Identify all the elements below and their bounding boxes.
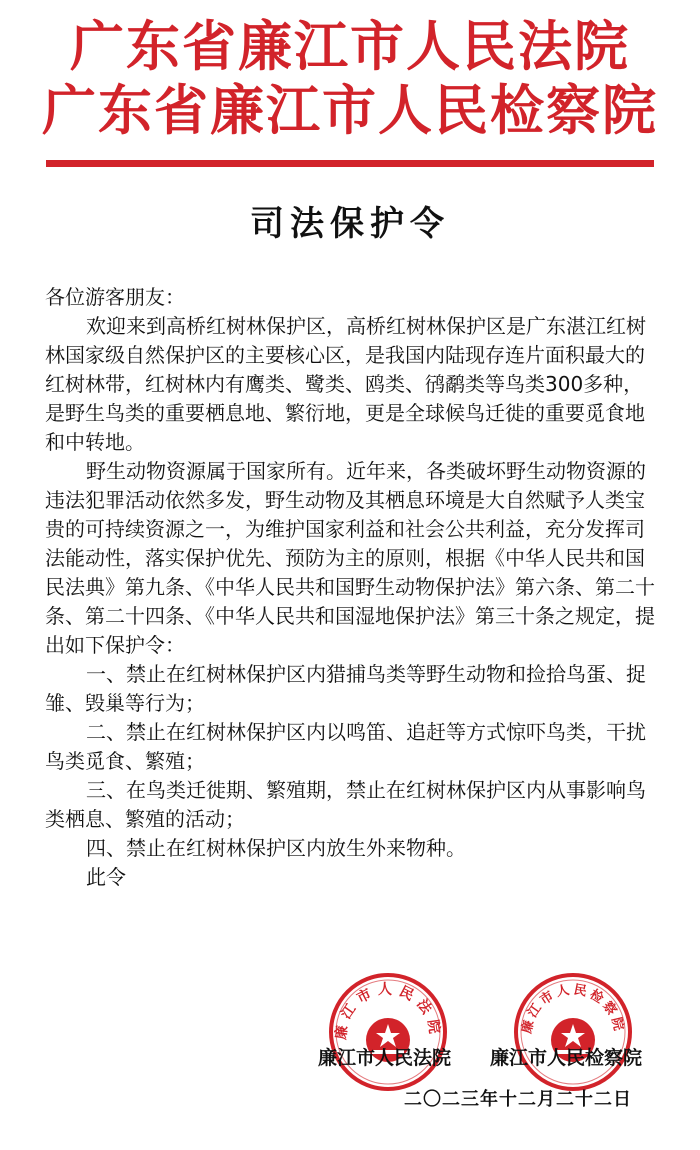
procuratorate-seal-arc-text: 廉江市人民检察院 — [519, 982, 627, 1036]
procuratorate-seal — [511, 970, 635, 1094]
paragraph-intro: 欢迎来到高桥红树林保护区，高桥红树林保护区是广东湛江红树林国家级自然保护区的主要核心区，是我国内陆现存连片面积最大的红树林带，红树林内有鹰类、鹭类、鸥类、鸻鹬类等鸟类300多种，是野生鸟类的重要栖息地、繁衍地，更是全球候鸟迁徙的重要觅食地和中转地。 — [45, 314, 646, 454]
court-seal-graphic — [326, 970, 450, 1094]
prohibition-item-2: 二、禁止在红树林保护区内以鸣笛、追赶等方式惊吓鸟类，干扰鸟类觅食、繁殖； — [45, 720, 646, 773]
court-seal-arc-text: 廉江市人民法院 — [333, 982, 443, 1041]
prohibition-item-4: 四、禁止在红树林保护区内放生外来物种。 — [86, 836, 466, 860]
court-seal — [326, 970, 450, 1094]
prohibition-item-1: 一、禁止在红树林保护区内猎捕鸟类等野生动物和捡拾鸟蛋、捉雏、毁巢等行为； — [45, 662, 646, 715]
paragraph-basis: 野生动物资源属于国家所有。近年来，各类破坏野生动物资源的违法犯罪活动依然多发，野生动物及其栖息环境是大自然赋予人类宝贵的可持续资源之一，为维护国家利益和社会公共利益，充分发挥司法能动性，落实保护优先、预防为主的原则，根据《中华人民共和国民法典》第九条、《中华人民共和国野生动物保护法》第六条、第二十条、第二十四条、《中华人民共和国湿地保护法》第三十条之规定，提出如下保护令： — [45, 459, 655, 657]
signature-procuratorate: 廉江市人民检察院 — [490, 1047, 643, 1069]
letterhead-court-name: 广东省廉江市人民法院 — [70, 14, 630, 78]
letterhead-procuratorate-name: 广东省廉江市人民检察院 — [42, 78, 658, 142]
document-title: 司法保护令 — [250, 204, 450, 244]
prohibition-item-3: 三、在鸟类迁徙期、繁殖期，禁止在红树林保护区内从事影响鸟类栖息、繁殖的活动； — [45, 778, 646, 831]
procuratorate-seal-graphic — [511, 970, 635, 1094]
letterhead — [0, 14, 700, 142]
salutation: 各位游客朋友： — [45, 285, 185, 309]
letterhead-red-divider — [46, 160, 654, 167]
order-closing: 此令 — [86, 865, 126, 889]
signature-court: 廉江市人民法院 — [318, 1047, 452, 1069]
document-body — [45, 283, 657, 892]
issue-date: 二〇二三年十二月二十二日 — [404, 1089, 632, 1110]
